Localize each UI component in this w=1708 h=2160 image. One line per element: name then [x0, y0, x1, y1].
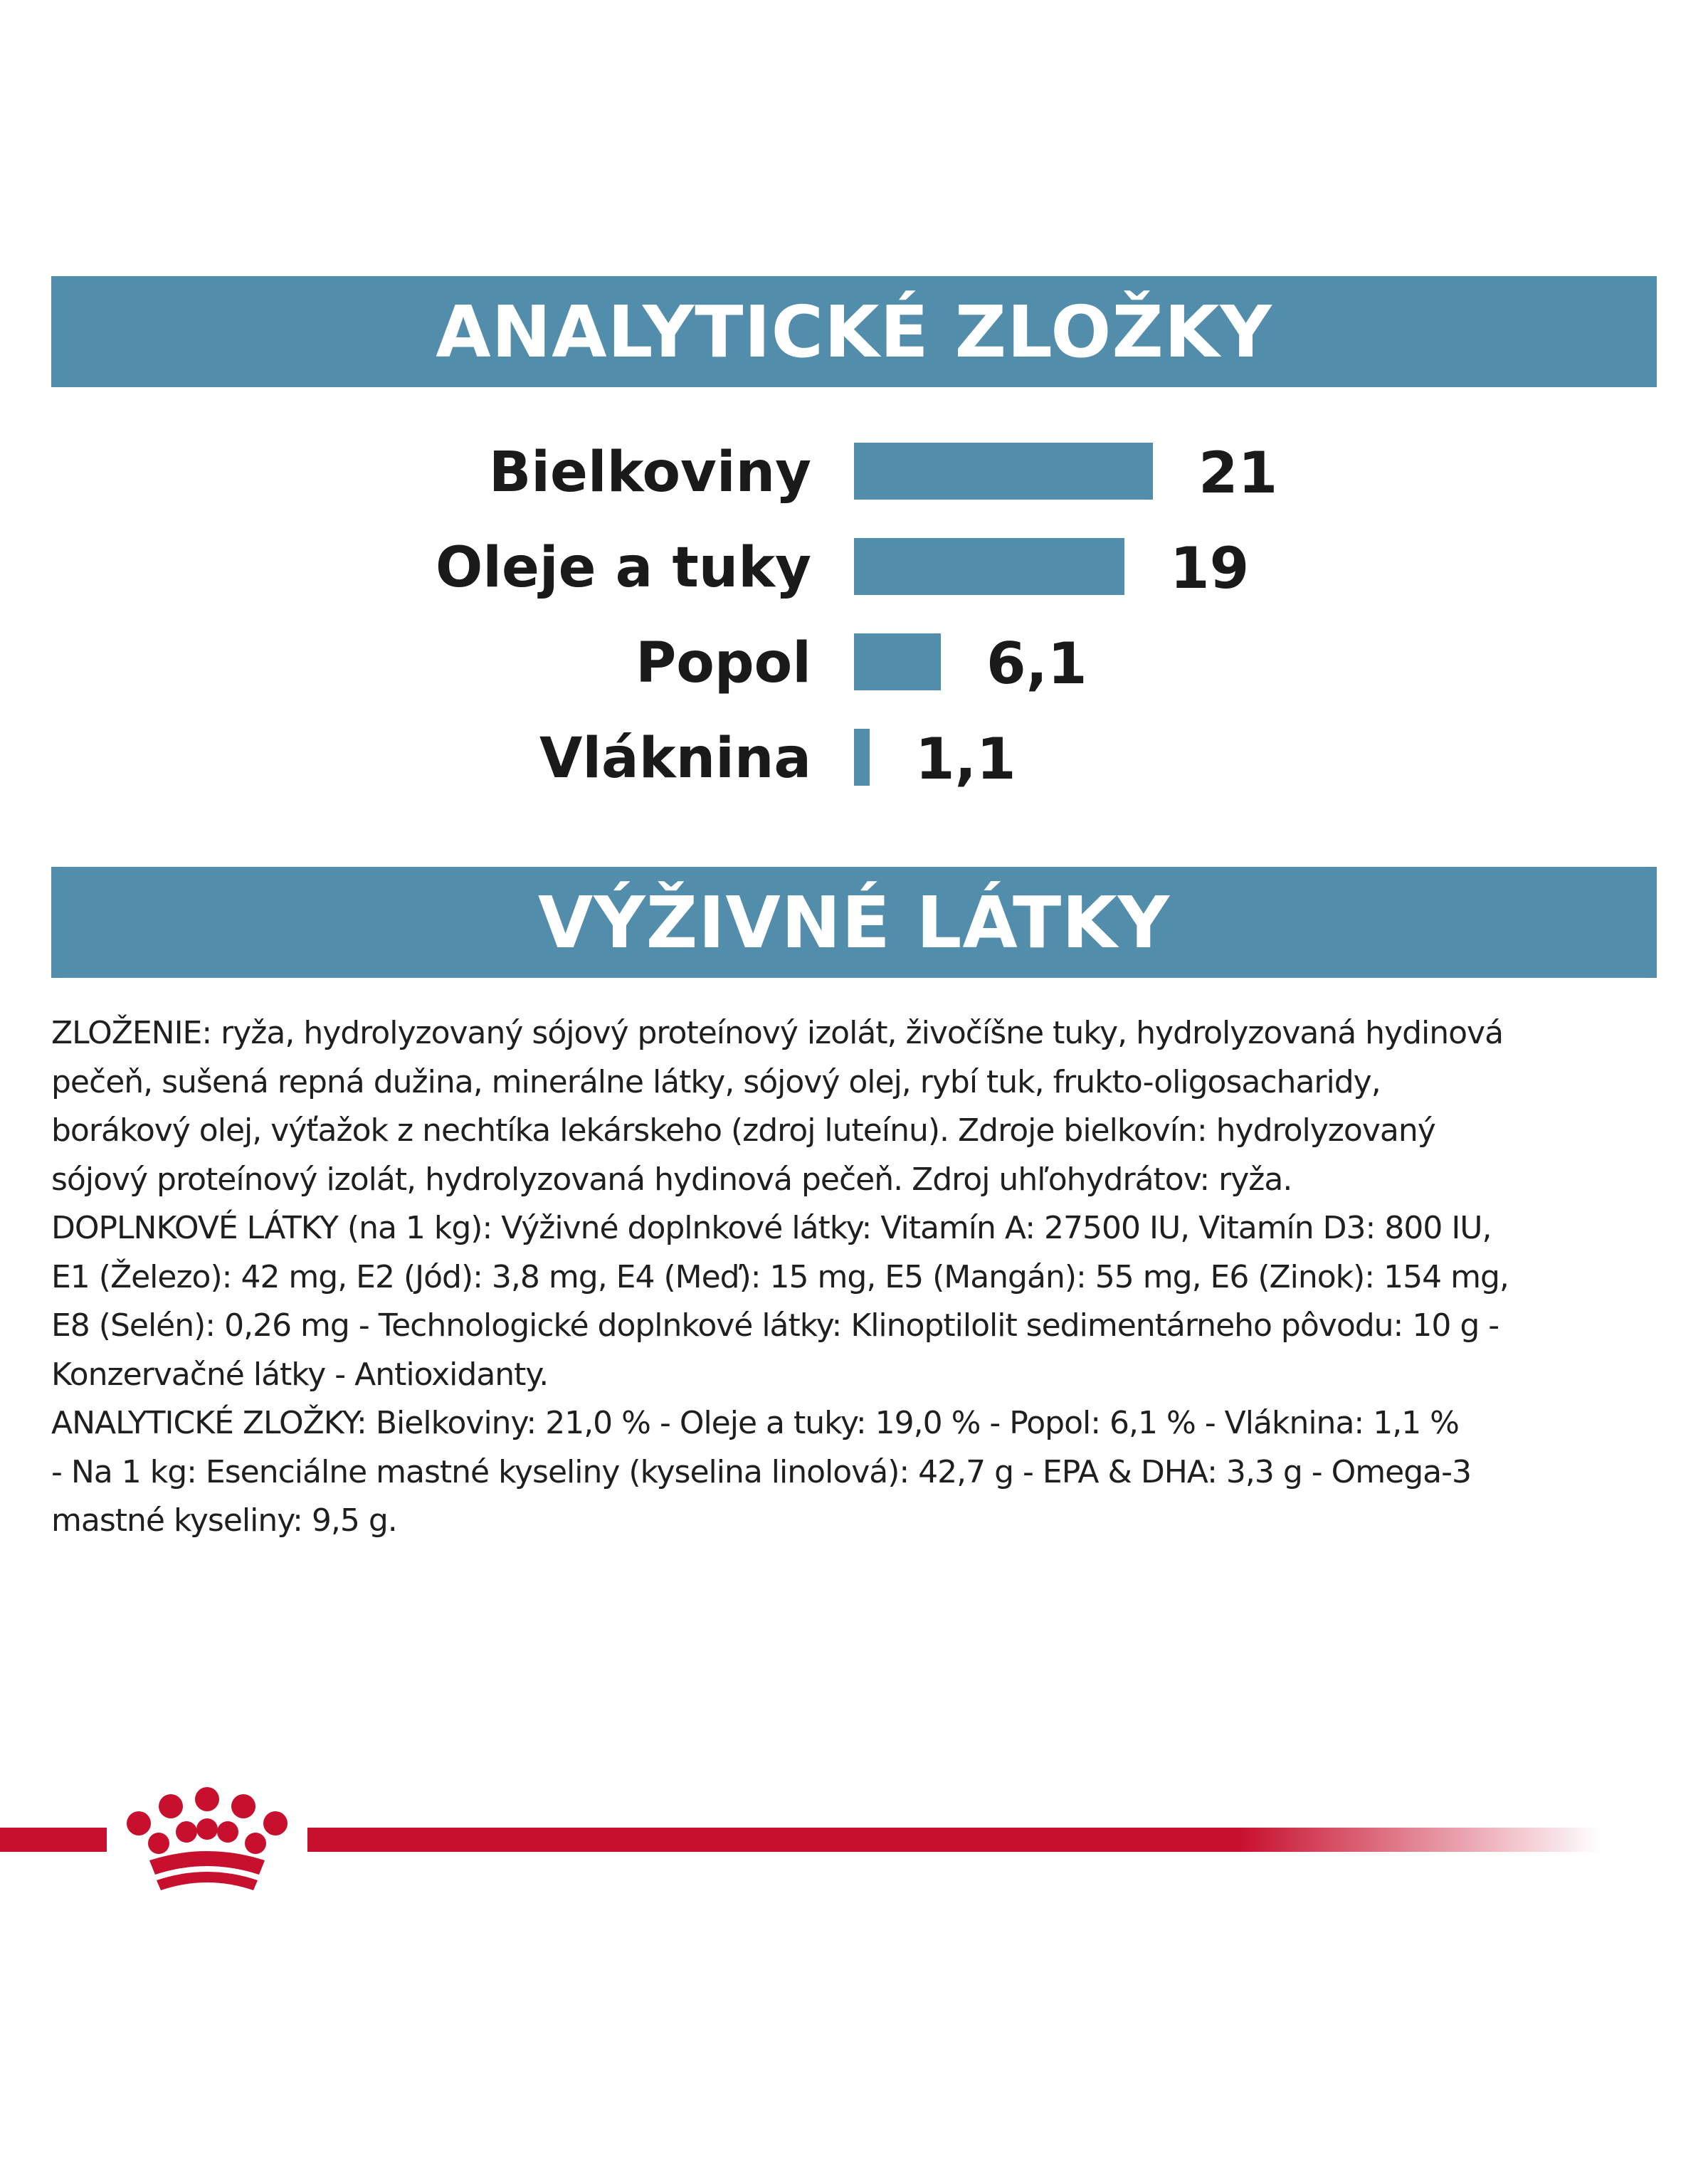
royal-canin-crown-logo [127, 1787, 288, 1890]
bar-vláknina [854, 729, 870, 786]
bar-popol [854, 633, 941, 690]
brand-footer [0, 1786, 1708, 1893]
crown-dot-1 [127, 1811, 151, 1835]
bar-value-label: 1,1 [915, 726, 1016, 792]
bar-value-label: 21 [1198, 440, 1278, 506]
bar-bielkoviny [854, 443, 1153, 500]
analytic-components-heading: ANALYTICKÉ ZLOŽKY [51, 276, 1657, 387]
composition-text: ZLOŽENIE: ryža, hydrolyzovaný sójový proteínový izolát, živočíšne tuky, hydrolyzovaná hydinová pečeň, sušená repná dužina, minerálne látky, sójový olej, rybí tuk, frukto-oligosacharidy, borákový olej, výťažok z nechtíka lekárskeho (zdroj luteínu). Zdroje bielkovín: hydrolyzovaný sójový proteínový izolát, hydrolyzovaná hydinová pečeň. Zdroj uhľohydrátov: ryža. DOPLNKOVÉ LÁTKY (na 1 kg): Výživné doplnkové látky: Vitamín A: 27500 IU, Vitamín D3: 800 IU, E1 (Železo): 42 mg, E2 (Jód): 3,8 mg, E4 (Meď): 15 mg, E5 (Mangán): 55 mg, E6 (Zinok): 154 mg, E8 (Selén): 0,26 mg - Technologické doplnkové látky: Klinoptilolit sedimentárneho pôvodu: 10 g - Konzervačné látky - Antioxidanty. ANALYTICKÉ ZLOŽKY: Bielkoviny: 21,0 % - Oleje a tuky: 19,0 % - Popol: 6,1 % - Vláknina: 1,1 % - Na 1 kg: Esenciálne mastné kyseliny (kyselina linolová): 42,7 g - EPA & DHA: 3,3 g - Omega-3 mastné kyseliny: 9,5 g. [51, 1015, 1509, 1539]
crown-dot-4 [231, 1794, 255, 1818]
bar-label: Oleje a tuky [435, 536, 811, 600]
nutrients-heading: VÝŽIVNÉ LÁTKY [51, 867, 1657, 978]
crown-base-curve [157, 1872, 258, 1890]
bar-label: Popol [636, 631, 811, 695]
bar-label: Vláknina [539, 727, 811, 791]
bar-oleje-a-tuky [854, 538, 1124, 595]
crown-dot-3 [195, 1787, 219, 1811]
bar-value-label: 19 [1170, 535, 1250, 601]
crown-dot-6 [148, 1833, 169, 1854]
crown-dot-7 [176, 1821, 197, 1843]
analytic-components-bar-chart [0, 413, 1708, 811]
crown-dot-10 [245, 1833, 266, 1854]
brand-line-left [0, 1828, 107, 1852]
brand-line-right [307, 1828, 1601, 1852]
crown-base [149, 1851, 265, 1875]
crown-dot-5 [263, 1811, 288, 1835]
crown-dot-9 [217, 1821, 238, 1843]
crown-dot-2 [159, 1794, 183, 1818]
bar-label: Bielkoviny [488, 441, 811, 505]
bar-value-label: 6,1 [986, 631, 1087, 697]
crown-dot-8 [196, 1818, 218, 1840]
